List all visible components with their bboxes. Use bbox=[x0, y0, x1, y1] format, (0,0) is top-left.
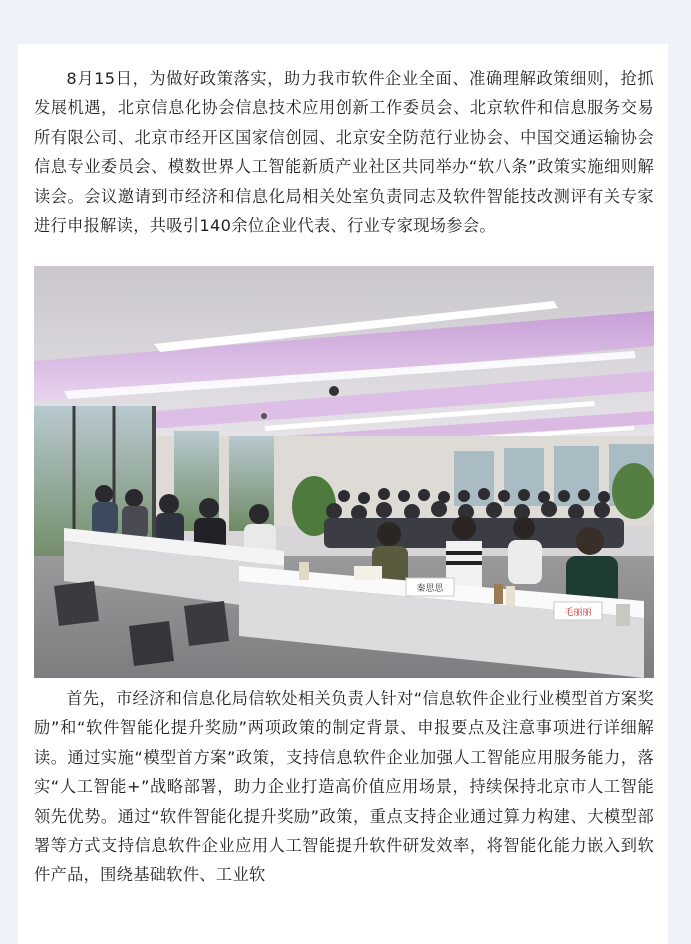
article-paragraph-2: 首先，市经济和信息化局信软处相关负责人针对“信息软件企业行业模型首方案奖励”和“软件智能化提升奖励”两项政策的制定背景、申报要点及注意事项进行详细解读。通过实施“模型首方案”政策，支持信息软件企业加强人工智能应用服务能力，落实“人工智能+”战略部署，助力企业打造高价值应用场景，持续保持北京市人工智能领先优势。通过“软件智能化提升奖励”政策，重点支持企业通过算力构建、大模型部署等方式支持信息软件企业应用人工智能提升软件研发效率，将智能化能力嵌入到软件产品，围绕基础软件、工业软 bbox=[34, 689, 654, 885]
name-card-1: 秦思思 bbox=[416, 584, 444, 594]
page-top-band bbox=[0, 0, 691, 44]
article-card bbox=[18, 44, 668, 944]
article-paragraph-1: 8月15日，为做好政策落实，助力我市软件企业全面、准确理解政策细则，抢抓发展机遇，北京信息化协会信息技术应用创新工作委员会、北京软件和信息服务交易所有限公司、北京市经开区国家信创园、北京安全防范行业协会、中国交通运输协会信息专业委员会、模数世界人工智能新质产业社区共同举办“软八条”政策实施细则解读会。会议邀请到市经济和信息化局相关处室负责同志及软件智能技改测评有关专家进行申报解读，共吸引140余位企业代表、行业专家现场参会。 bbox=[34, 69, 654, 236]
conference-photo bbox=[34, 266, 654, 678]
name-card-2: 毛丽丽 bbox=[564, 608, 592, 618]
